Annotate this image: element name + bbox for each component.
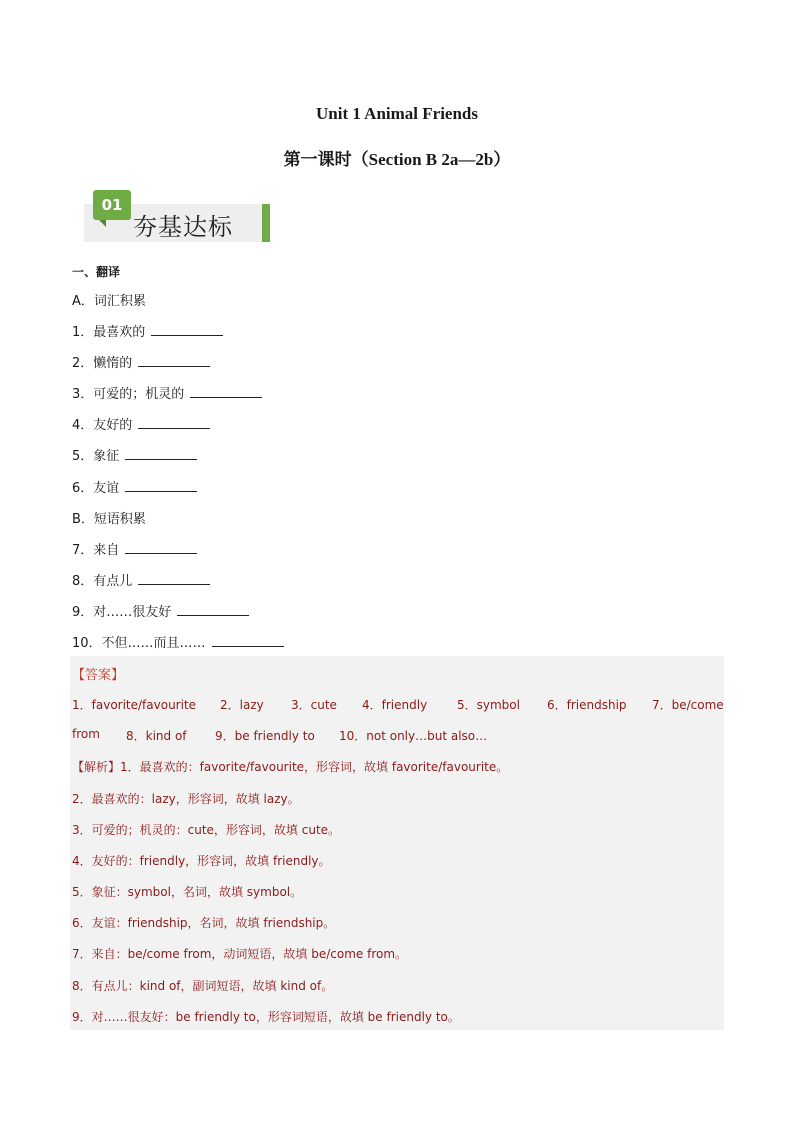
item-text: 4．友好的 [72,418,133,433]
analysis-line: 5．象征：symbol，名词，故填 symbol。 [72,885,303,899]
answer-blank[interactable] [190,386,262,398]
item-text: 6．友谊 [72,481,120,496]
answer-blank[interactable] [212,635,284,647]
banner-accent-strip [262,204,270,242]
answer-item: 7．be/come [652,698,724,712]
answer-item: 4．friendly [362,698,428,712]
answer-item: 6．friendship [547,698,627,712]
answer-blank[interactable] [125,542,197,554]
list-item [72,570,210,589]
item-text: 7．来自 [72,543,120,558]
answer-blank[interactable] [151,324,223,336]
answer-blank[interactable] [125,448,197,460]
answer-blank[interactable] [138,417,210,429]
analysis-line: 9．对……很友好：be friendly to，形容词短语，故填 be friendly to。 [72,1010,460,1024]
answer-heading: 【答案】 [72,668,125,683]
answer-item: 10．not only…but also… [339,729,488,743]
item-text: 3．可爱的；机灵的 [72,387,185,402]
list-item [72,352,210,371]
answer-item: 5．symbol [457,698,520,712]
section-heading: 一、翻译 [72,265,121,279]
item-text: 5．象征 [72,449,120,464]
list-item [72,601,249,620]
answer-blank[interactable] [138,573,210,585]
list-item [72,414,210,433]
answer-item: 3．cute [291,698,337,712]
answer-blank[interactable] [125,480,197,492]
answer-item: 2．lazy [220,698,264,712]
list-item [72,477,197,496]
analysis-line: 6．友谊：friendship，名词，故填 friendship。 [72,916,336,930]
section-banner [84,190,270,244]
part-a-heading: A．词汇积累 [72,294,146,309]
list-item [72,383,262,402]
document-subtitle: 第一课时（Section B 2a—2b） [283,150,511,169]
analysis-line: 2．最喜欢的：lazy，形容词，故填 lazy。 [72,792,300,806]
analysis-line: 【解析】1．最喜欢的：favorite/favourite，形容词，故填 favorite/favourite。 [72,760,509,774]
item-text: 10．不但……而且…… [72,636,206,651]
answer-blank[interactable] [177,604,249,616]
document-title: Unit 1 Animal Friends [316,104,478,123]
list-item [72,539,197,558]
list-item [72,321,223,340]
part-b-heading: B．短语积累 [72,512,146,527]
list-item [72,445,197,464]
item-text: 2．懒惰的 [72,356,133,371]
analysis-line: 8．有点儿：kind of，副词短语，故填 kind of。 [72,979,334,993]
banner-label: 夯基达标 [133,213,233,241]
analysis-line: 7．来自：be/come from，动词短语，故填 be/come from。 [72,947,408,961]
item-text: 1．最喜欢的 [72,325,146,340]
analysis-line: 3．可爱的；机灵的：cute，形容词，故填 cute。 [72,823,341,837]
list-item [72,632,284,651]
item-text: 8．有点儿 [72,574,133,589]
analysis-line: 4．友好的：friendly，形容词，故填 friendly。 [72,854,331,868]
item-text: 9．对……很友好 [72,605,172,620]
answer-item: from [72,727,100,741]
answer-blank[interactable] [138,355,210,367]
banner-number: 01 [93,190,131,220]
answer-item: 9．be friendly to [215,729,315,743]
answer-item: 8．kind of [126,729,187,743]
answer-item: 1．favorite/favourite [72,698,197,712]
